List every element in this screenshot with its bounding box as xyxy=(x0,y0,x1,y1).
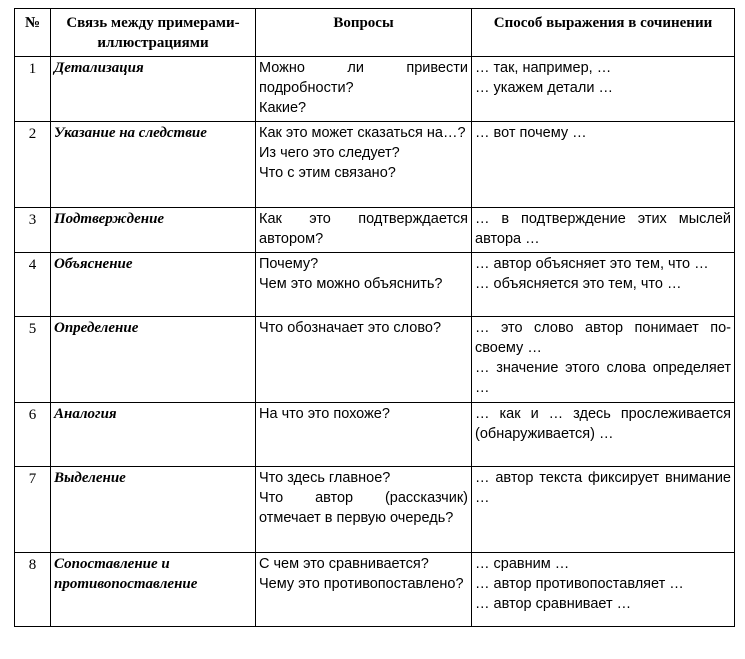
table-row xyxy=(15,57,735,122)
link-type: Подтверждение xyxy=(51,208,256,253)
row-number: 7 xyxy=(15,467,51,553)
expression-line: … как и … здесь прослеживается (обнаруживается) … xyxy=(475,406,731,442)
questions-cell xyxy=(256,317,472,403)
row-number: 1 xyxy=(15,57,51,122)
table-body xyxy=(15,57,735,627)
expression-line: … объясняется это тем, что … xyxy=(475,276,682,292)
table-row xyxy=(15,208,735,253)
question-line: Что с этим связано? xyxy=(259,165,396,181)
header-num: № xyxy=(15,9,51,57)
link-type: Объяснение xyxy=(51,253,256,317)
row-number: 4 xyxy=(15,253,51,317)
table-row xyxy=(15,467,735,553)
question-line: Что здесь главное? xyxy=(259,470,391,486)
link-type: Сопоставление и противопоставление xyxy=(51,553,256,627)
row-number: 3 xyxy=(15,208,51,253)
expression-line: … значение этого слова определяет … xyxy=(475,360,731,396)
question-line: С чем это сравнивается? xyxy=(259,556,429,572)
row-number: 8 xyxy=(15,553,51,627)
question-line: Какие? xyxy=(259,100,307,116)
row-number: 2 xyxy=(15,122,51,208)
expression-line: … автор объясняет это тем, что … xyxy=(475,256,709,272)
expression-line: … укажем детали … xyxy=(475,80,613,96)
table-row xyxy=(15,253,735,317)
question-line: Почему? xyxy=(259,256,319,272)
comparison-table xyxy=(14,8,735,627)
expression-cell xyxy=(472,403,735,467)
table-header-row xyxy=(15,9,735,57)
question-line: Что обозначает это слово? xyxy=(259,320,442,336)
question-line: Чему это противопоставлено? xyxy=(259,576,464,592)
row-number: 6 xyxy=(15,403,51,467)
link-type: Аналогия xyxy=(51,403,256,467)
expression-line: … в подтверждение этих мыслей автора … xyxy=(475,211,731,247)
question-line: Как это подтверждается автором? xyxy=(259,211,468,247)
link-type: Определение xyxy=(51,317,256,403)
expression-cell xyxy=(472,208,735,253)
question-line: На что это похоже? xyxy=(259,406,390,422)
header-link: Связь между примерами-иллюстрациями xyxy=(51,9,256,57)
question-line: Чем это можно объяснить? xyxy=(259,276,443,292)
expression-cell xyxy=(472,253,735,317)
link-type: Выделение xyxy=(51,467,256,553)
link-type: Детализация xyxy=(51,57,256,122)
expression-cell xyxy=(472,467,735,553)
expression-line: … это слово автор понимает по-своему … xyxy=(475,320,731,356)
expression-line: … сравним … xyxy=(475,556,570,572)
question-line: Что автор (рассказчик) отмечает в первую очередь? xyxy=(259,490,468,526)
question-line: Как это может сказаться на…? xyxy=(259,125,466,141)
questions-cell xyxy=(256,122,472,208)
expression-cell xyxy=(472,317,735,403)
expression-line: … так, например, … xyxy=(475,60,612,76)
questions-cell xyxy=(256,208,472,253)
questions-cell xyxy=(256,253,472,317)
expression-cell xyxy=(472,57,735,122)
expression-line: … автор противопоставляет … xyxy=(475,576,684,592)
expression-cell xyxy=(472,553,735,627)
link-type: Указание на следствие xyxy=(51,122,256,208)
question-line: Можно ли привести подробности? xyxy=(259,60,468,96)
header-questions: Вопросы xyxy=(256,9,472,57)
expression-line: … автор текста фиксирует внимание … xyxy=(475,470,731,506)
header-expression: Способ выражения в сочинении xyxy=(472,9,735,57)
row-number: 5 xyxy=(15,317,51,403)
table-row xyxy=(15,122,735,208)
questions-cell xyxy=(256,467,472,553)
table-row xyxy=(15,553,735,627)
expression-cell xyxy=(472,122,735,208)
questions-cell xyxy=(256,553,472,627)
table-row xyxy=(15,317,735,403)
expression-line: … вот почему … xyxy=(475,125,587,141)
questions-cell xyxy=(256,57,472,122)
question-line: Из чего это следует? xyxy=(259,145,400,161)
expression-line: … автор сравнивает … xyxy=(475,596,632,612)
table-row xyxy=(15,403,735,467)
questions-cell xyxy=(256,403,472,467)
